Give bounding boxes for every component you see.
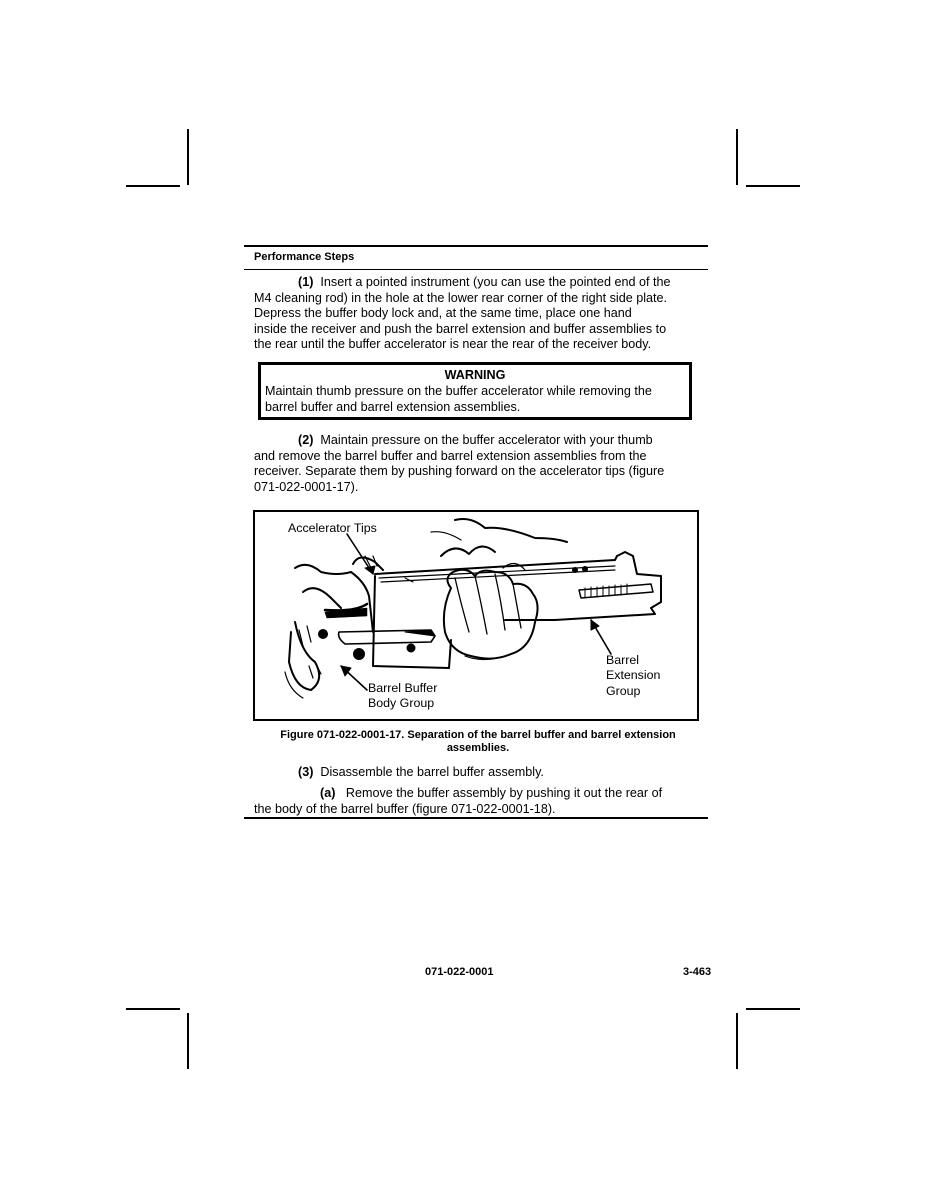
label-barrel-buffer-body-group-line1: Barrel Buffer — [368, 681, 438, 695]
step-2-paragraph: (2) Maintain pressure on the buffer accelerator with your thumb and remove the barrel buffer and barrel extension assemblies from the receiver. Separate them by pushing forward on the accelerator tips (figure 071-022-0001-17). — [254, 433, 665, 494]
figure-illustration — [253, 510, 699, 721]
warning-title: WARNING — [444, 368, 506, 382]
label-barrel-extension-group-line1: Barrel — [606, 653, 640, 667]
step-2-number: (2) — [298, 433, 314, 447]
step-3-paragraph: (3) Disassemble the barrel buffer assembly. — [298, 765, 544, 779]
crop-mark-bottom-left-vertical — [187, 1013, 189, 1069]
step-1-number: (1) — [298, 275, 314, 289]
footer-page-number: 3-463 — [683, 966, 712, 978]
warning-text-line: Maintain thumb pressure on the buffer accelerator while removing the — [265, 384, 652, 398]
step-a-paragraph: (a) Remove the buffer assembly by pushing it out the rear of the body of the barrel buffer (figure 071-022-0001-18). — [254, 786, 663, 816]
crop-mark-bottom-right-vertical — [736, 1013, 738, 1069]
section-bottom-rule — [244, 817, 708, 819]
crop-mark-top-left-vertical — [187, 129, 189, 185]
label-barrel-buffer-body-group-line2: Body Group — [368, 696, 435, 710]
crop-mark-bottom-left-horizontal — [126, 1008, 180, 1010]
crop-mark-top-right-vertical — [736, 129, 738, 185]
warning-text-line: barrel buffer and barrel extension assemblies. — [265, 400, 521, 414]
step-3-number: (3) — [298, 765, 314, 779]
footer-task-code: 071-022-0001 — [425, 966, 494, 978]
step-1-paragraph: (1) Insert a pointed instrument (you can use the pointed end of the M4 cleaning rod) in the hole at the lower rear corner of the right side plate. Depress the buffer body lock and, at the same time, place one hand inside the receiver and push the barrel extension and buffer assemblies to the rear until the buffer accelerator is near the rear of the receiver body. — [254, 275, 671, 352]
crop-mark-top-right-horizontal — [746, 185, 800, 187]
label-barrel-extension-group-line3: Group — [606, 684, 641, 698]
header-underline — [244, 269, 708, 270]
section-heading: Performance Steps — [254, 251, 355, 263]
crop-mark-top-left-horizontal — [126, 185, 180, 187]
warning-box — [258, 362, 692, 420]
figure-caption: Figure 071-022-0001-17. Separation of the barrel buffer and barrel extension assemblies. — [280, 729, 676, 754]
label-accelerator-tips: Accelerator Tips — [288, 521, 377, 535]
header-rule — [244, 245, 708, 247]
step-a-number: (a) — [320, 786, 336, 800]
crop-mark-bottom-right-horizontal — [746, 1008, 800, 1010]
label-barrel-extension-group-line2: Extension — [606, 668, 661, 682]
